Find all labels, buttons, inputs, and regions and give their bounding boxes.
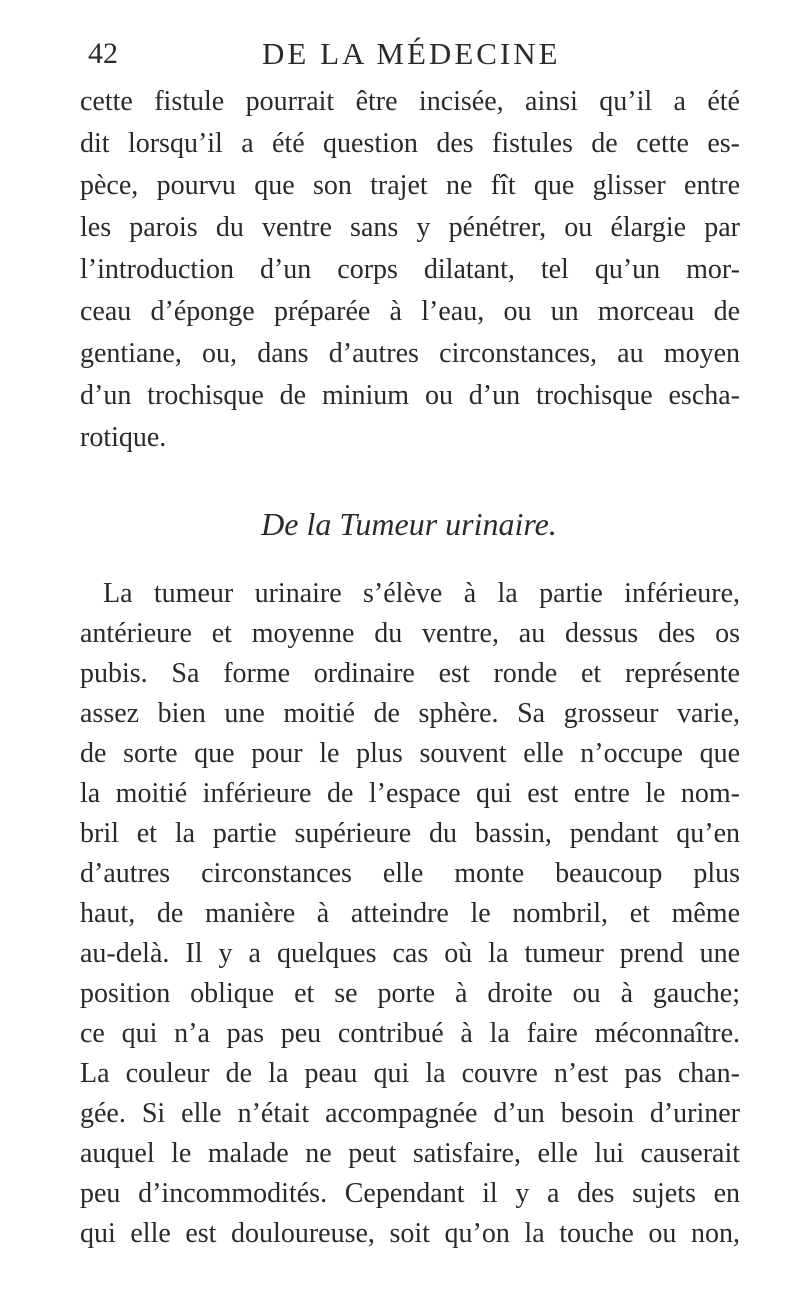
text-line: de sorte que pour le plus souvent elle n’occupe que (80, 738, 740, 769)
text-line: bril et la partie supérieure du bassin, pendant qu’en (80, 818, 740, 849)
text-line: assez bien une moitié de sphère. Sa grosseur varie, (80, 698, 740, 729)
text-line: La tumeur urinaire s’élève à la partie inférieure, (103, 578, 740, 609)
text-line: pèce, pourvu que son trajet ne fît que glisser entre (80, 170, 740, 201)
text-line: La couleur de la peau qui la couvre n’est pas chan- (80, 1058, 740, 1089)
page-number: 42 (88, 37, 118, 70)
text-line: ceau d’éponge préparée à l’eau, ou un morceau de (80, 296, 740, 327)
text-line: gentiane, ou, dans d’autres circonstances, au moyen (80, 338, 740, 369)
text-line: rotique. (80, 422, 167, 453)
text-line: la moitié inférieure de l’espace qui est entre le nom- (80, 778, 740, 809)
text-line: peu d’incommodités. Cependant il y a des sujets en (80, 1178, 740, 1209)
section-heading: De la Tumeur urinaire. (261, 506, 557, 542)
text-line: position oblique et se porte à droite ou à gauche; (80, 978, 740, 1009)
text-line: cette fistule pourrait être incisée, ainsi qu’il a été (80, 86, 740, 117)
text-line: d’un trochisque de minium ou d’un trochisque escha- (80, 380, 740, 411)
text-line: auquel le malade ne peut satisfaire, elle lui causerait (80, 1138, 740, 1169)
text-line: dit lorsqu’il a été question des fistules de cette es- (80, 128, 740, 159)
text-line: ce qui n’a pas peu contribué à la faire méconnaître. (80, 1018, 740, 1049)
text-line: gée. Si elle n’était accompagnée d’un besoin d’uriner (80, 1098, 740, 1129)
text-line: les parois du ventre sans y pénétrer, ou élargie par (80, 212, 740, 243)
text-line: haut, de manière à atteindre le nombril, et même (80, 898, 740, 929)
page-header (88, 34, 708, 74)
running-title: DE LA MÉDECINE (262, 36, 561, 71)
text-line: pubis. Sa forme ordinaire est ronde et représente (80, 658, 740, 689)
text-line: antérieure et moyenne du ventre, au dessus des os (80, 618, 740, 649)
text-line: qui elle est douloureuse, soit qu’on la touche ou non, (80, 1218, 740, 1249)
text-line: l’introduction d’un corps dilatant, tel qu’un mor- (80, 254, 740, 285)
text-line: d’autres circonstances elle monte beaucoup plus (80, 858, 740, 889)
text-line: au-delà. Il y a quelques cas où la tumeur prend une (80, 938, 740, 969)
